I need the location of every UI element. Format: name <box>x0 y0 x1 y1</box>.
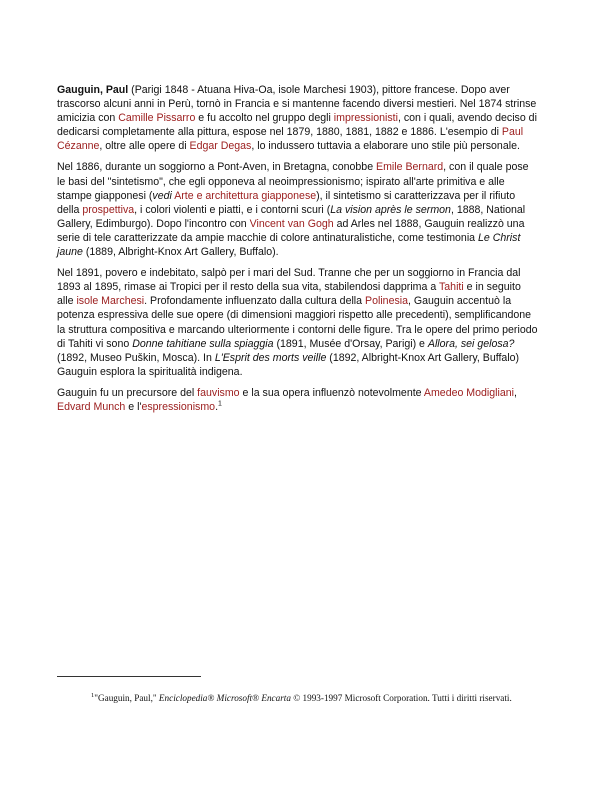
italic-text: La vision après le sermon <box>330 203 451 216</box>
article-body <box>57 83 539 421</box>
entry-title: Gauguin, Paul <box>57 84 129 96</box>
paragraph <box>57 266 539 379</box>
body-text: ), il sintetismo si caratterizzava per il rifiuto della <box>57 189 516 216</box>
body-text: e l' <box>125 400 142 413</box>
body-text: , i colori violenti e piatti, e i contorni scuri ( <box>134 203 331 216</box>
footnote-marker[interactable]: 1 <box>218 400 222 408</box>
body-text: , Gauguin accentuò la potenza espressiva delle sue opere (di dimensioni maggiori rispetto alle precedenti), semplificandone la struttura compositiva e marcando ulteriormente i contorni delle figure. Tra le opere del primo periodo di Tahiti vi sono <box>57 295 538 350</box>
body-text: . Profondamente influenzato dalla cultura della <box>144 295 366 308</box>
body-text: (1892, Albright-Knox Art Gallery, Buffalo) Gauguin esplora la spiritualità indigena. <box>57 351 520 378</box>
cross-reference-link[interactable]: Polinesia <box>365 295 409 308</box>
cross-reference-link[interactable]: fauvismo <box>197 386 240 399</box>
italic-text: Donne tahitiane sulla spiaggia <box>132 337 274 350</box>
cross-reference-link[interactable]: impressionisti <box>333 112 398 125</box>
cross-reference-link[interactable]: Vincent van Gogh <box>249 217 334 230</box>
body-text: ad Arles nel 1888, Gauguin realizzò una serie di tele caratterizzate da ampie macchie di colore antinaturalistiche, come testimonia <box>57 217 525 244</box>
cross-reference-link[interactable]: Paul Cézanne <box>57 126 524 153</box>
body-text: e la sua opera influenzò notevolmente <box>239 386 424 399</box>
italic-text: vedi <box>152 189 172 202</box>
body-text: (Parigi 1848 - Atuana Hiva-Oa, isole Marchesi 1903), pittore francese. Dopo aver trascorso alcuni anni in Perù, tornò in Francia e si mantenne facendo diversi mestieri. Nel 1874 strinse amicizia con <box>57 84 537 125</box>
cross-reference-link[interactable]: Emile Bernard <box>376 161 444 174</box>
body-text: , con il quale pose le basi del "sintetismo", che egli opponeva al neoimpressionismo; ispirato all'arte primitiva e alle stampe giapponesi ( <box>57 161 529 202</box>
cross-reference-link[interactable]: Tahiti <box>438 281 464 294</box>
footnote-marker: 1 <box>91 691 95 699</box>
body-text: (1892, Museo Puškin, Mosca). In <box>57 351 215 364</box>
body-text: "Gauguin, Paul," <box>94 693 159 703</box>
italic-text: Enciclopedia® Microsoft® Encarta <box>158 693 291 703</box>
italic-text: L'Esprit des morts veille <box>214 351 327 364</box>
paragraph <box>57 160 539 259</box>
body-text: (1889, Albright-Knox Art Gallery, Buffalo). <box>82 246 279 259</box>
italic-text: Allora, sei gelosa? <box>427 337 515 350</box>
cross-reference-link[interactable]: prospettiva <box>82 203 135 216</box>
body-text: , oltre alle opere di <box>99 140 190 153</box>
body-text: , <box>514 386 517 399</box>
body-text: (1891, Musée d'Orsay, Parigi) e <box>273 337 428 350</box>
body-text: , 1888, National Gallery, Edimburgo). Dopo l'incontro con <box>57 203 526 230</box>
paragraph <box>57 386 539 414</box>
body-text: . <box>215 400 219 413</box>
cross-reference-link[interactable]: Camille Pissarro <box>118 112 196 125</box>
body-text: Gauguin fu un precursore del <box>57 386 198 399</box>
body-text: Nel 1891, povero e indebitato, salpò per i mari del Sud. Tranne che per un soggiorno in Francia dal 1893 al 1895, rimase ai Tropici per il resto della sua vita, stabilendosi dapprima a <box>57 267 521 294</box>
body-text: © 1993-1997 Microsoft Corporation. Tutti i diritti riservati. <box>290 693 512 703</box>
cross-reference-link[interactable]: Amedeo Modigliani <box>423 386 515 399</box>
body-text: , con i quali, avendo deciso di dedicarsi completamente alla pittura, espose nel 1879, 1880, 1881, 1882 e 1886. L'esempio di <box>57 112 537 139</box>
cross-reference-link[interactable]: Arte e architettura giapponese <box>174 189 317 202</box>
body-text: , lo indussero tuttavia a elaborare uno stile più personale. <box>251 140 520 153</box>
cross-reference-link[interactable]: isole Marchesi <box>76 295 145 308</box>
italic-text: Le Christ jaune <box>57 231 521 259</box>
cross-reference-link[interactable]: Edgar Degas <box>189 140 252 153</box>
cross-reference-link[interactable]: Edvard Munch <box>57 400 126 413</box>
footnote <box>91 692 531 704</box>
paragraph <box>57 83 539 153</box>
cross-reference-link[interactable]: espressionismo <box>141 400 216 413</box>
body-text: e fu accolto nel gruppo degli <box>195 112 334 125</box>
body-text: Nel 1886, durante un soggiorno a Pont-Aven, in Bretagna, conobbe <box>57 161 377 174</box>
footnote-divider <box>57 676 201 677</box>
body-text: e in seguito alle <box>57 281 521 308</box>
